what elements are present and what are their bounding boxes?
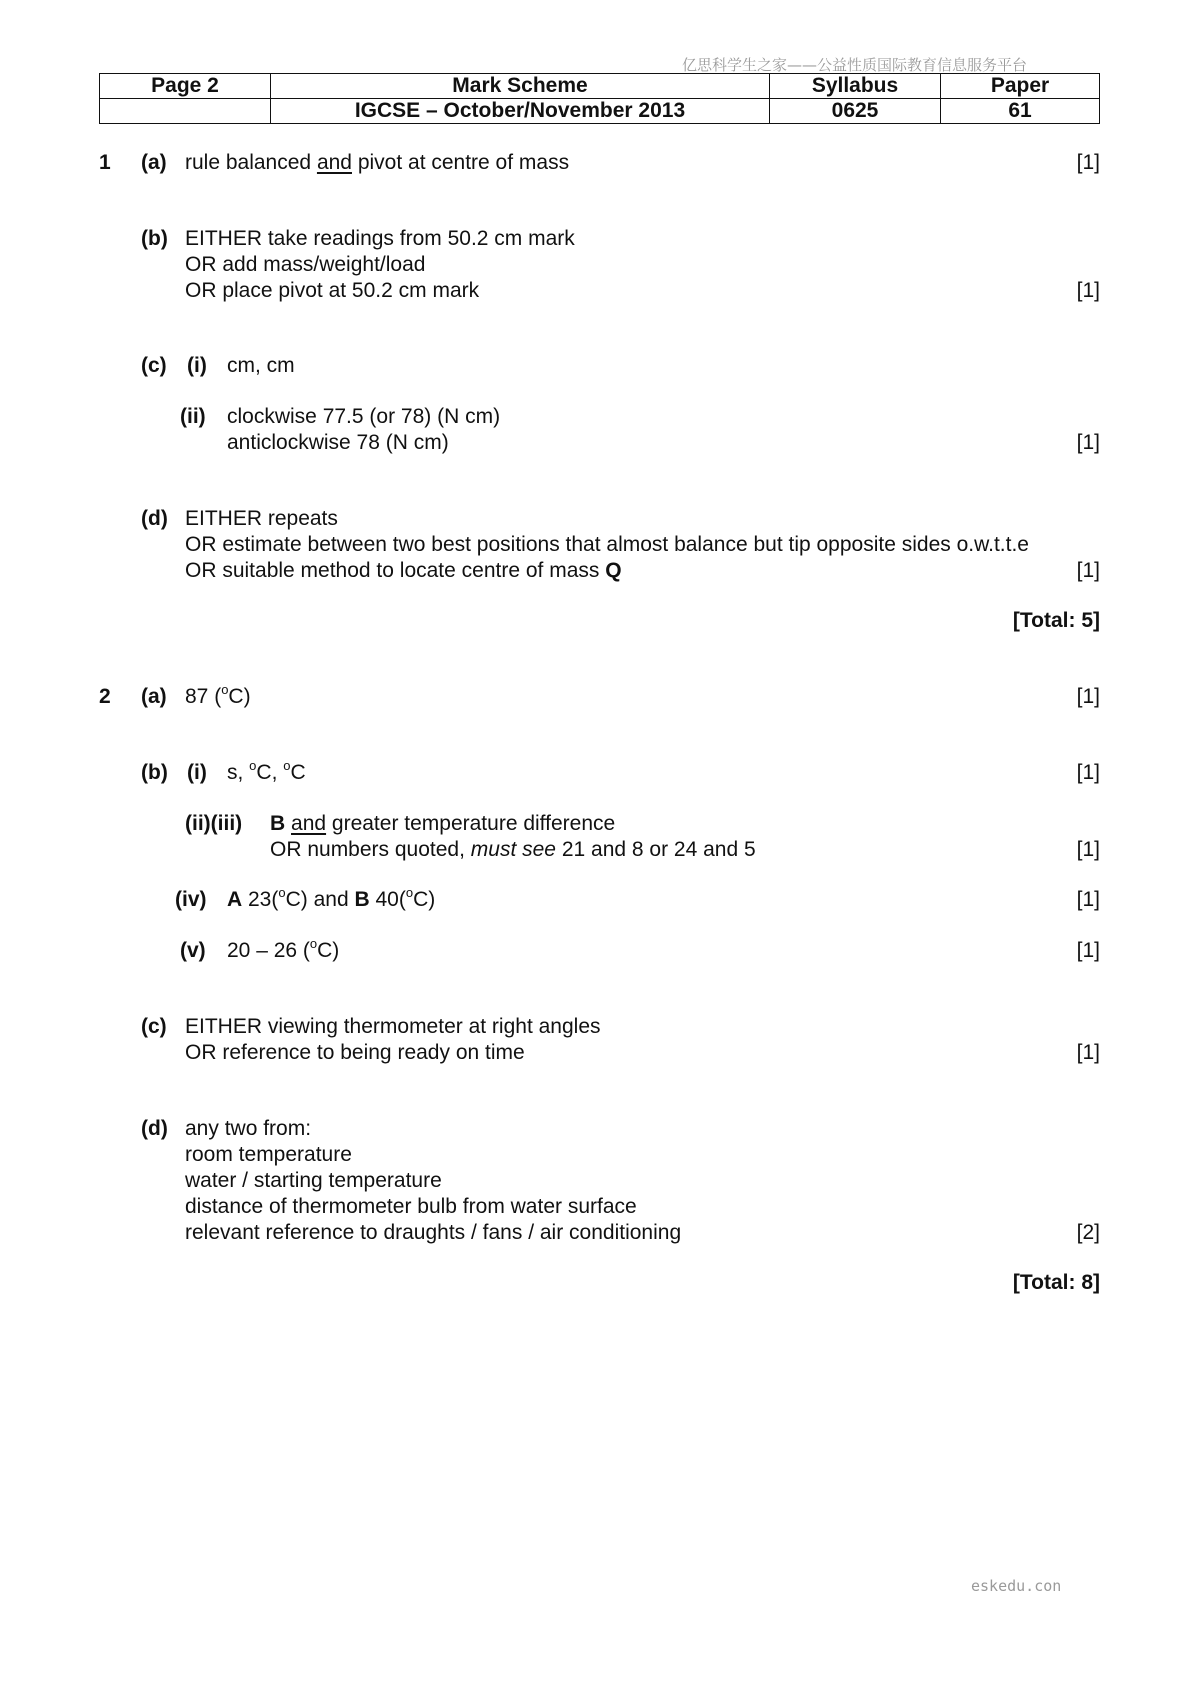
q2b-iii-label: (ii)(iii) [185,812,243,835]
paper-number: 61 [941,99,1100,124]
header-table [99,73,1100,124]
q1b-label: (b) [141,227,168,250]
q1d-line1: EITHER repeats [185,507,338,530]
q2-number: 2 [99,685,111,708]
q2a-mark: [1] [1076,685,1100,708]
q1b-line1: EITHER take readings from 50.2 cm mark [185,227,575,250]
q2b-iv-answer: A 23($^o$C) and B 40($^o$C) [227,885,436,911]
q2b-iv-mark: [1] [1076,888,1100,911]
q1b-mark: [1] [1076,279,1100,302]
syllabus-label: Syllabus [770,74,941,99]
q1a-mark: [1] [1076,151,1100,174]
q1c-mark: [1] [1076,431,1100,454]
q1d-mark: [1] [1076,559,1100,582]
q1a-answer: rule balanced and pivot at centre of mass [185,151,570,174]
q2a-answer: 87 ($^o$C) [185,682,251,708]
q1c-ii-label: (ii) [180,405,206,428]
q2b-v-mark: [1] [1076,939,1100,962]
q2d-line3: water / starting temperature [185,1169,442,1192]
page-label: Page 2 [100,74,271,99]
q1c-ii-line2: anticlockwise 78 (N cm) [227,431,449,454]
watermark-bottom: eskedu.con [971,1577,1062,1595]
q2c-label: (c) [141,1015,167,1038]
q1c-label: (c) [141,354,167,377]
q2a-label: (a) [141,685,167,708]
q2c-line1: EITHER viewing thermometer at right angles [185,1015,601,1038]
q2d-mark: [2] [1076,1221,1100,1244]
q2b-iii-mark: [1] [1076,838,1100,861]
q2b-v-answer: 20 – 26 ($^o$C) [227,936,340,962]
q1-number: 1 [99,151,111,174]
q2-total: [Total: 8] [1012,1271,1100,1294]
q2b-i-label: (i) [187,761,207,784]
exam-session: IGCSE – October/November 2013 [271,99,770,124]
q2d-line2: room temperature [185,1143,352,1166]
syllabus-code: 0625 [770,99,941,124]
q2b-iii-line2: OR numbers quoted, must see 21 and 8 or 24 and 5 [270,838,756,861]
q2b-i-mark: [1] [1076,761,1100,784]
q1b-line3: OR place pivot at 50.2 cm mark [185,279,480,302]
q1a-label: (a) [141,151,167,174]
q1c-i-answer: cm, cm [227,354,295,377]
q1-total: [Total: 5] [1012,609,1100,632]
q2b-i-answer: s, $^o$C, $^o$C [227,758,306,784]
paper-label: Paper [941,74,1100,99]
watermark-top: 亿思科学生之家——公益性质国际教育信息服务平台 [682,56,1028,74]
q1c-ii-line1: clockwise 77.5 (or 78) (N cm) [227,405,501,428]
q1d-line3: OR suitable method to locate centre of mass Q [185,559,622,582]
q2d-line5: relevant reference to draughts / fans / air conditioning [185,1221,682,1244]
q2c-mark: [1] [1076,1041,1100,1064]
q2c-line2: OR reference to being ready on time [185,1041,525,1064]
q2b-iv-label: (iv) [175,888,207,911]
q2d-line1: any two from: [185,1117,312,1140]
q2b-v-label: (v) [180,939,206,962]
q2d-line4: distance of thermometer bulb from water surface [185,1195,637,1218]
header-empty-cell [100,99,271,124]
q1d-label: (d) [141,507,168,530]
doc-title: Mark Scheme [271,74,770,99]
q2b-label: (b) [141,761,168,784]
q1d-line2: OR estimate between two best positions that almost balance but tip opposite sides o.w.t.t.e [185,533,1029,556]
q1c-i-label: (i) [187,354,207,377]
q2b-iii-line1: B and greater temperature difference [270,812,616,835]
q1b-line2: OR add mass/weight/load [185,253,426,276]
q2d-label: (d) [141,1117,168,1140]
